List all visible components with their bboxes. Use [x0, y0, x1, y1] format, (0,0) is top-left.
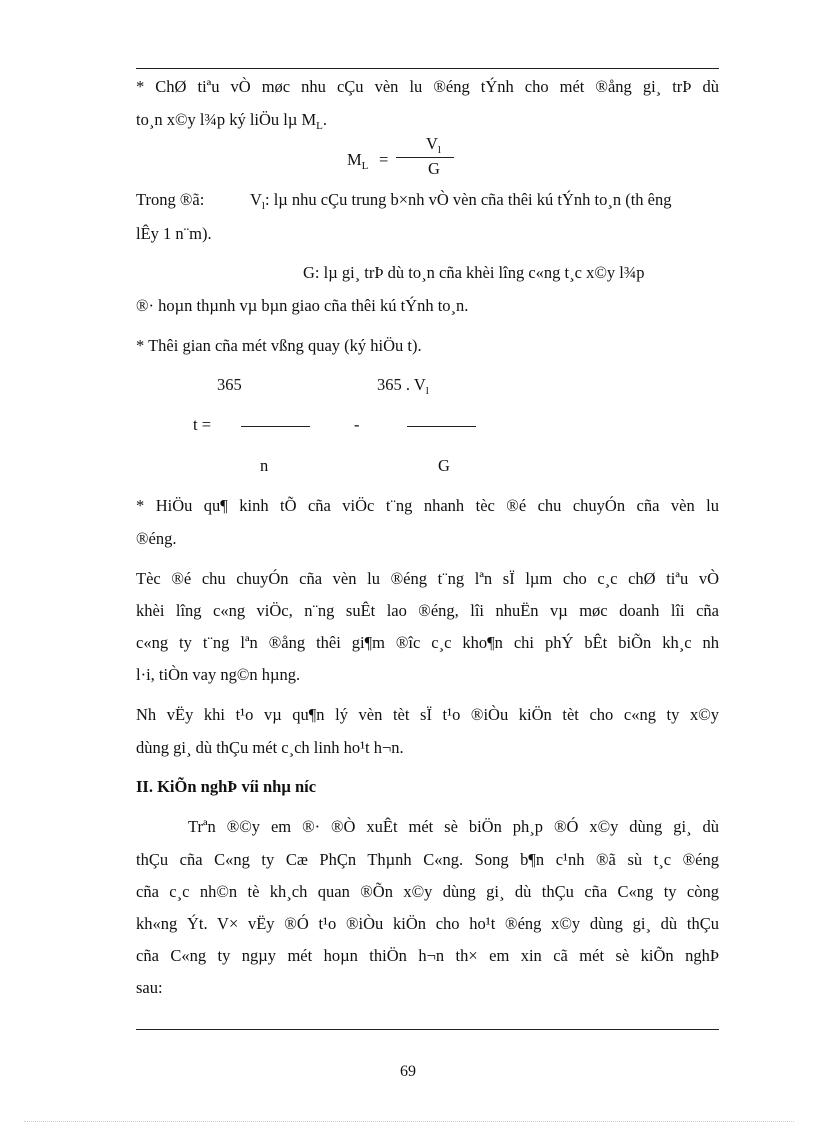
- paragraph-proposal-line-1: Trªn ®©y em ®· ®Ò xuÊt mét sè biÖn ph¸p ®Ó x©y dùng gi¸ dù: [188, 817, 719, 836]
- section-heading-recommendations: II. KiÕn nghÞ víi nhµ níc: [136, 777, 317, 796]
- formula-ml-lhs: $M_L$: [347, 150, 369, 172]
- formula-ml-fraction-bar: [396, 157, 454, 158]
- line-turnover-time: * Thêi gian cña mét vßng quay (ký hiÖu t).: [136, 336, 422, 355]
- line-g-definition: G: lµ gi¸ trÞ dù to¸n cña khèi lîng c«ng t¸c x©y l¾p: [303, 263, 645, 282]
- formula-t-denominator-2: G: [438, 456, 450, 475]
- line-g-definition-cont: ®· hoµn thµnh vµ bµn giao cña thêi kú tÝnh to¸n.: [136, 296, 469, 315]
- paragraph-speed-line-3: c«ng ty t¨ng lªn ®ång thêi gi¶m ®îc c¸c kho¶n chi phÝ bÊt biÕn kh¸c nh: [136, 633, 719, 652]
- paragraph-capital-line-2: dùng gi¸ dù thÇu mét c¸ch linh ho¹t h¬n.: [136, 738, 404, 757]
- line-indicator-definition: * ChØ tiªu vÒ møc nhu cÇu vèn lu ®éng tÝnh cho mét ®ång gi¸ trÞ dù: [136, 77, 719, 96]
- paragraph-speed-line-1: Tèc ®é chu chuyÓn cña vèn lu ®éng t¨ng lªn sÏ lµm cho c¸c chØ tiªu vÒ: [136, 569, 719, 588]
- paragraph-proposal-line-3: cña c¸c nh©n tè kh¸ch quan ®Õn x©y dùng gi¸ dù thÇu cña C«ng ty còng: [136, 882, 719, 901]
- paragraph-proposal-line-2: thÇu cña C«ng ty Cæ PhÇn Thµnh C«ng. Song b¶n c¹nh ®ã sù t¸c ®éng: [136, 850, 719, 869]
- paragraph-proposal-line-4: kh«ng Ýt. V× vËy ®Ó t¹o ®iÒu kiÖn cho ho¹t ®éng x©y dùng gi¸ dù thÇu: [136, 914, 719, 933]
- header-rule: [136, 68, 719, 69]
- formula-ml-denominator: G: [428, 159, 440, 178]
- page-edge-dotted-line: [24, 1121, 794, 1122]
- formula-t-fraction-bar-1: [241, 426, 310, 427]
- line-efficiency: * HiÖu qu¶ kinh tÕ cña viÖc t¨ng nhanh tèc ®é chu chuyÓn cña vèn lu: [136, 496, 719, 515]
- paragraph-speed-line-4: l·i, tiÒn vay ng©n hµng.: [136, 665, 301, 684]
- formula-t-numerator-1: 365: [217, 375, 242, 394]
- paragraph-proposal-line-5: cña C«ng ty ngµy mét hoµn thiÖn h¬n th× em xin cã mét sè kiÕn nghÞ: [136, 946, 719, 965]
- formula-t-minus: -: [354, 415, 360, 434]
- formula-ml-equals: =: [379, 150, 389, 169]
- line-efficiency-cont: ®éng.: [136, 529, 177, 548]
- line-where-vl: $V_l$: lµ nhu cÇu trung b×nh vÒ vèn cña thêi kú tÝnh to¸n (th êng: [250, 190, 672, 212]
- footer-rule: [136, 1029, 719, 1030]
- formula-t-lhs: t =: [193, 415, 212, 434]
- paragraph-speed-line-2: khèi lîng c«ng viÖc, n¨ng suÊt lao ®éng, lîi nhuËn vµ møc doanh lîi cña: [136, 601, 719, 620]
- line-where-label: Trong ®ã:: [136, 190, 205, 209]
- formula-t-fraction-bar-2: [407, 426, 476, 427]
- formula-ml-numerator: $V_l$: [426, 134, 441, 156]
- page-number: 69: [400, 1063, 416, 1080]
- paragraph-proposal-line-6: sau:: [136, 978, 163, 997]
- paragraph-capital-line-1: Nh vËy khi t¹o vµ qu¶n lý vèn tèt sÏ t¹o ®iÒu kiÖn tèt cho c«ng ty x©y: [136, 705, 719, 724]
- line-indicator-symbol: to¸n x©y l¾p ký liÖu lµ $M_L$.: [136, 110, 328, 132]
- formula-t-numerator-2: 365 . $V_l$: [377, 375, 429, 397]
- line-take-one-year: lÊy 1 n¨m).: [136, 224, 212, 243]
- formula-t-denominator-1: n: [260, 456, 269, 475]
